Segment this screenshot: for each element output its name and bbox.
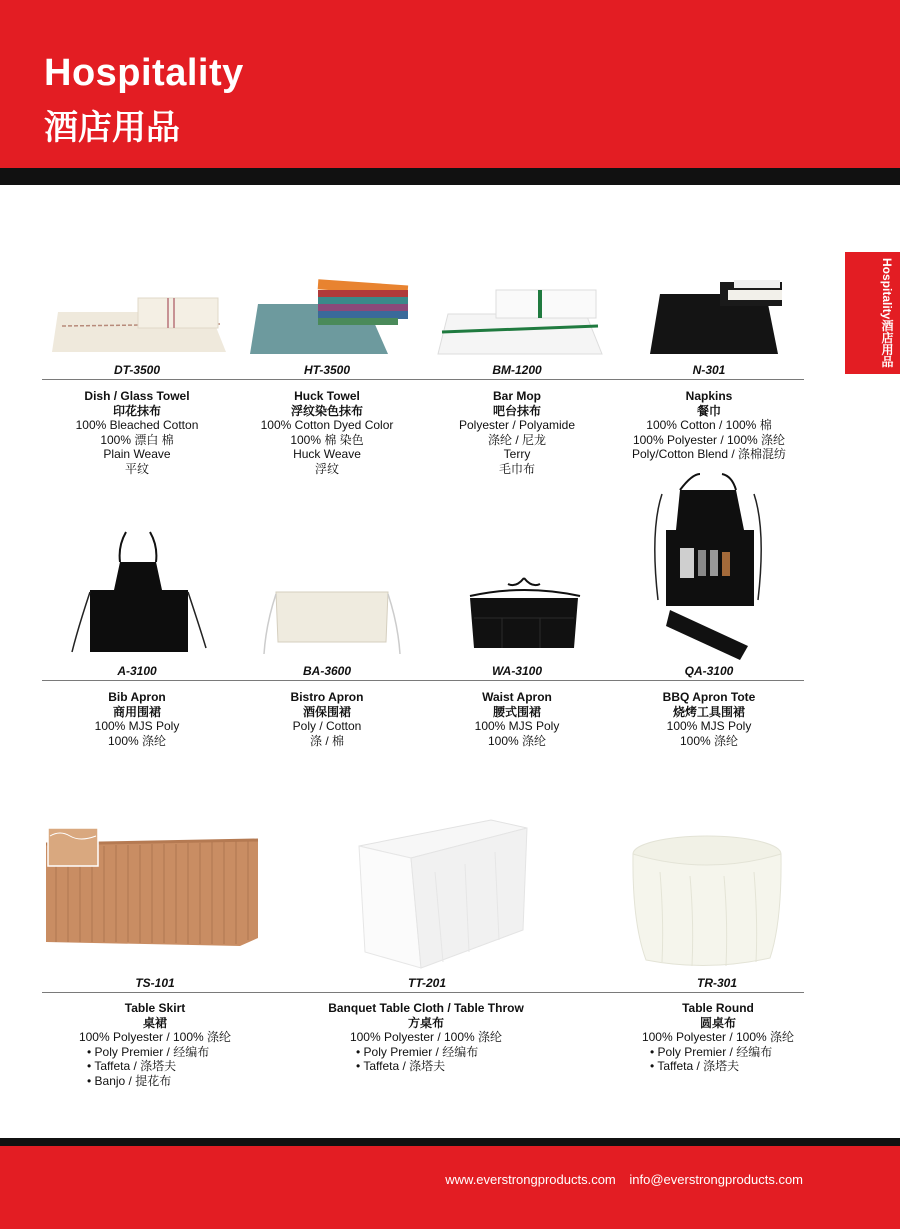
spec-line: 100% Polyester / 100% 涤纶 <box>641 1030 795 1044</box>
dish-towel-image <box>50 290 230 356</box>
product-name: Bar Mop <box>493 389 541 403</box>
footer-banner <box>0 1146 900 1229</box>
header-divider <box>0 168 900 185</box>
spec-line: 平纹 <box>124 461 149 476</box>
spec-bullet: • Taffeta / 涤塔夫 <box>356 1059 446 1073</box>
product-description <box>37 690 237 748</box>
spec-bullet: • Banjo / 提花布 <box>87 1073 172 1088</box>
waist-apron-image <box>462 574 586 652</box>
page-title: Hospitality <box>44 52 244 94</box>
spec-line: 100% Cotton / 100% 棉 <box>646 418 772 432</box>
product-description <box>609 389 809 462</box>
row-divider <box>42 680 804 681</box>
product-name: Banquet Table Cloth / Table Throw <box>328 1001 524 1015</box>
table-skirt-image <box>44 826 262 968</box>
spec-line: 100% 涤纶 <box>107 733 167 748</box>
product-code: TR-301 <box>696 976 737 990</box>
product-name-chinese: 烧烤工具围裙 <box>672 704 745 719</box>
spec-line: 100% 漂白 棉 <box>100 432 174 447</box>
bib-apron-image <box>70 528 208 654</box>
spec-line: 100% Polyester / 100% 涤纶 <box>349 1030 503 1044</box>
spec-line: Poly / Cotton <box>292 719 362 733</box>
spec-bullet: • Poly Premier / 经编布 <box>356 1044 479 1059</box>
product-name: Table Round <box>682 1001 754 1015</box>
product-description <box>609 690 809 748</box>
product-code: A-3100 <box>117 664 157 678</box>
spec-bullet: • Poly Premier / 经编布 <box>650 1044 773 1059</box>
website-link[interactable]: www.everstrongproducts.com <box>445 1172 616 1187</box>
product-description <box>417 389 617 476</box>
product-description <box>306 1001 546 1074</box>
product-name: Waist Apron <box>482 690 552 704</box>
row-divider <box>42 992 804 993</box>
product-description <box>40 1001 270 1088</box>
spec-line: 100% 涤纶 <box>487 733 547 748</box>
bbq-apron-tote-image <box>648 470 768 664</box>
product-name: Napkins <box>685 389 733 403</box>
huck-towel-image <box>248 276 418 356</box>
spec-line: 100% Polyester / 100% 涤纶 <box>632 432 786 447</box>
spec-bullet: • Taffeta / 涤塔夫 <box>87 1059 177 1073</box>
product-code: DT-3500 <box>113 363 161 377</box>
bistro-apron-image <box>262 584 402 656</box>
product-name-chinese: 圆桌布 <box>699 1015 736 1030</box>
email-link[interactable]: info@everstrongproducts.com <box>629 1172 803 1187</box>
row-divider <box>42 379 804 380</box>
spec-line: Polyester / Polyamide <box>458 418 576 432</box>
product-code: TT-201 <box>407 976 446 990</box>
product-name: Bistro Apron <box>290 690 364 704</box>
page-title-chinese: 酒店用品 <box>44 108 180 148</box>
product-code: WA-3100 <box>491 664 543 678</box>
product-description <box>227 690 427 748</box>
product-code: BA-3600 <box>302 664 352 678</box>
spec-line: 100% Polyester / 100% 涤纶 <box>78 1030 232 1044</box>
product-name: Huck Towel <box>294 389 360 403</box>
product-name-chinese: 印花抹布 <box>112 403 161 418</box>
spec-line: 100% 涤纶 <box>679 733 739 748</box>
product-name-chinese: 腰式围裙 <box>492 704 541 719</box>
product-description <box>417 690 617 748</box>
spec-line: 100% MJS Poly <box>474 719 560 733</box>
product-code: BM-1200 <box>492 363 542 377</box>
table-round-image <box>630 832 784 970</box>
spec-line: Terry <box>503 447 531 461</box>
spec-line: 100% 棉 染色 <box>290 432 364 447</box>
product-code: HT-3500 <box>303 363 351 377</box>
product-name: BBQ Apron Tote <box>662 690 756 704</box>
spec-line: 100% Bleached Cotton <box>75 418 199 432</box>
napkins-image <box>648 278 788 356</box>
spec-line: Huck Weave <box>293 447 361 461</box>
product-name: Dish / Glass Towel <box>84 389 190 403</box>
product-description <box>37 389 237 476</box>
banquet-table-cloth-image <box>355 812 529 972</box>
spec-bullet: • Taffeta / 涤塔夫 <box>650 1059 740 1073</box>
product-name-chinese: 桌裙 <box>142 1015 167 1030</box>
product-description <box>227 389 427 476</box>
product-name-chinese: 方桌布 <box>407 1015 444 1030</box>
product-name-chinese: 酒保围裙 <box>302 704 351 719</box>
spec-line: Plain Weave <box>103 447 171 461</box>
spec-line: 100% MJS Poly <box>94 719 180 733</box>
product-description <box>603 1001 833 1074</box>
footer-contact <box>435 1172 803 1187</box>
product-name-chinese: 浮纹染色抹布 <box>290 403 363 418</box>
footer-divider <box>0 1138 900 1146</box>
spec-bullet: • Poly Premier / 经编布 <box>87 1044 210 1059</box>
product-code: QA-3100 <box>684 664 734 678</box>
spec-line: 100% Cotton Dyed Color <box>260 418 394 432</box>
spec-line: 100% MJS Poly <box>666 719 752 733</box>
spec-line: Poly/Cotton Blend / 涤棉混纺 <box>631 447 787 461</box>
spec-line: 涤 / 棉 <box>309 733 344 748</box>
bar-mop-image <box>436 284 606 356</box>
side-tab-label: Hospitality酒店用品 <box>880 258 894 368</box>
product-code: N-301 <box>692 363 726 377</box>
product-name-chinese: 餐巾 <box>696 403 721 418</box>
spec-line: 涤纶 / 尼龙 <box>487 432 546 447</box>
product-name: Bib Apron <box>108 690 166 704</box>
product-name-chinese: 商用围裙 <box>112 704 161 719</box>
product-code: TS-101 <box>135 976 175 990</box>
product-name-chinese: 吧台抹布 <box>492 403 541 418</box>
product-name: Table Skirt <box>124 1001 186 1015</box>
spec-line: 毛巾布 <box>498 461 535 476</box>
spec-line: 浮纹 <box>314 461 339 476</box>
